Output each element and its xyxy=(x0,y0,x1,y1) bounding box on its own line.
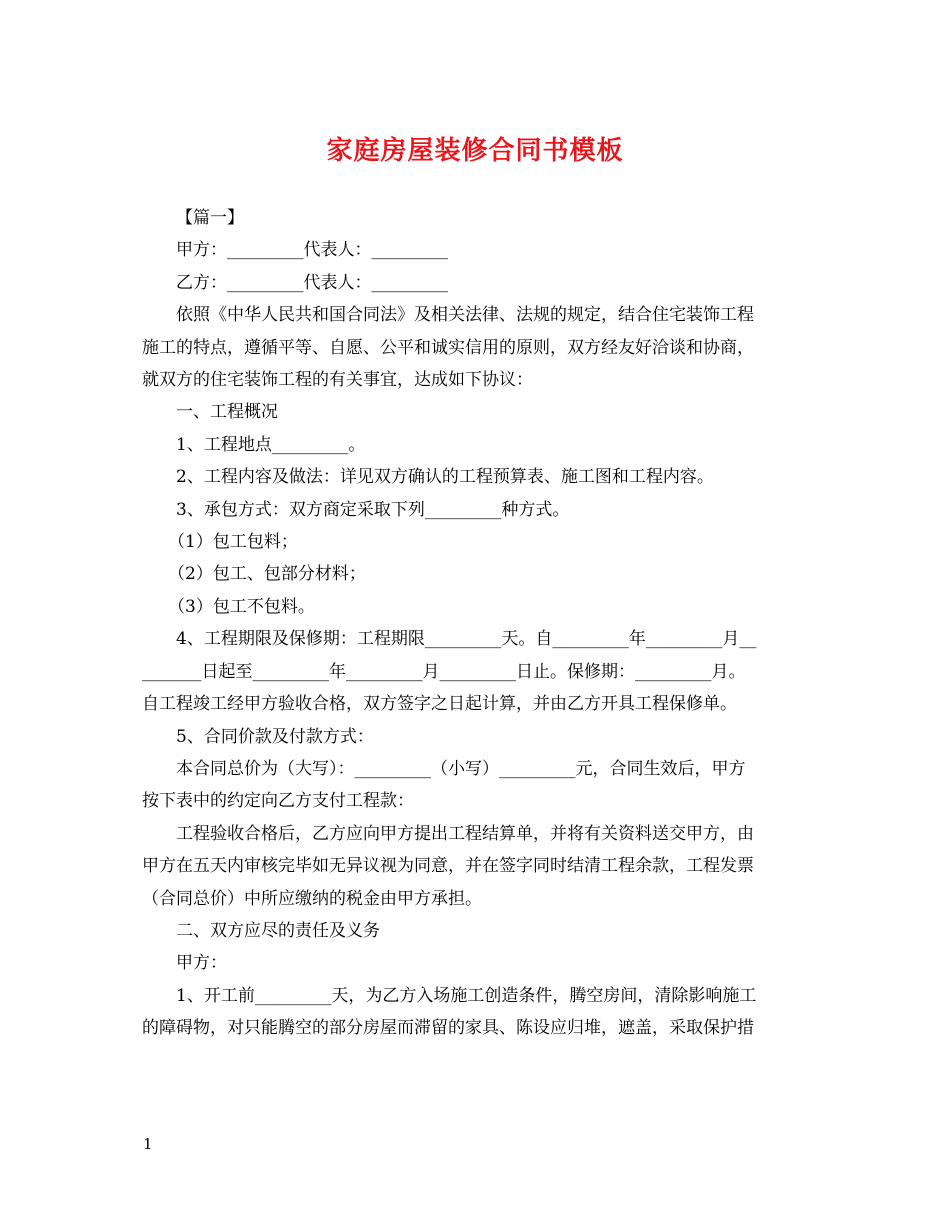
paragraph-line: 本合同总价为（大写）：_________（小写）_________元，合同生效后，甲方 xyxy=(176,758,746,779)
clause-line: 自工程竣工经甲方验收合格，双方签字之日起计算，并由乙方开具工程保修单。 xyxy=(142,694,737,715)
clause-line: 4、工程期限及保修期：工程期限_________天。自_________年_________月__ xyxy=(176,629,757,650)
option-line: （2）包工、包部分材料； xyxy=(168,564,366,585)
paragraph-line: 就双方的住宅装饰工程的有关事宜，达成如下协议： xyxy=(142,370,533,391)
clause-line: _______日起至_________年_________月_________日止。保修期：_________月。 xyxy=(142,661,746,682)
party-b-line: 乙方：_________代表人：_________ xyxy=(176,272,448,293)
document-body xyxy=(142,202,810,1045)
clause-line: 5、合同价款及付款方式： xyxy=(176,726,374,747)
clause-line: 的障碍物，对只能腾空的部分房屋而滞留的家具、陈设应归堆，遮盖，采取保护措 xyxy=(142,1018,754,1039)
clause-line: 2、工程内容及做法：详见双方确认的工程预算表、施工图和工程内容。 xyxy=(176,467,714,488)
clause-line: 1、工程地点_________。 xyxy=(176,434,366,455)
section-heading: 【篇一】 xyxy=(176,208,244,228)
paragraph-line: 工程验收合格后，乙方应向甲方提出工程结算单，并将有关资料送交甲方，由 xyxy=(176,823,754,844)
document-title: 家庭房屋装修合同书模板 xyxy=(326,136,624,166)
option-line: （3）包工不包料。 xyxy=(168,596,315,617)
paragraph-line: 甲方在五天内审核完毕如无异议视为同意，并在签字同时结清工程余款，工程发票 xyxy=(142,856,754,877)
clause-line: 1、开工前_________天，为乙方入场施工创造条件，腾空房间，清除影响施工 xyxy=(176,985,757,1006)
clause-line: 3、承包方式：双方商定采取下列_________种方式。 xyxy=(176,499,570,520)
clause-heading: 一、工程概况 xyxy=(176,402,278,423)
paragraph-line: 依照《中华人民共和国合同法》及相关法律、法规的规定，结合住宅装饰工程 xyxy=(176,305,754,326)
paragraph-line: 按下表中的约定向乙方支付工程款： xyxy=(142,791,414,812)
paragraph-line: 施工的特点，遵循平等、自愿、公平和诚实信用的原则，双方经友好洽谈和协商， xyxy=(142,337,754,358)
page-number: 1 xyxy=(143,1135,153,1153)
option-line: （1）包工包料； xyxy=(168,532,298,553)
paragraph-line: （合同总价）中所应缴纳的税金由甲方承担。 xyxy=(142,888,482,909)
party-heading: 甲方： xyxy=(176,953,227,974)
party-a-line: 甲方：_________代表人：_________ xyxy=(176,240,448,261)
clause-heading: 二、双方应尽的责任及义务 xyxy=(176,920,380,941)
